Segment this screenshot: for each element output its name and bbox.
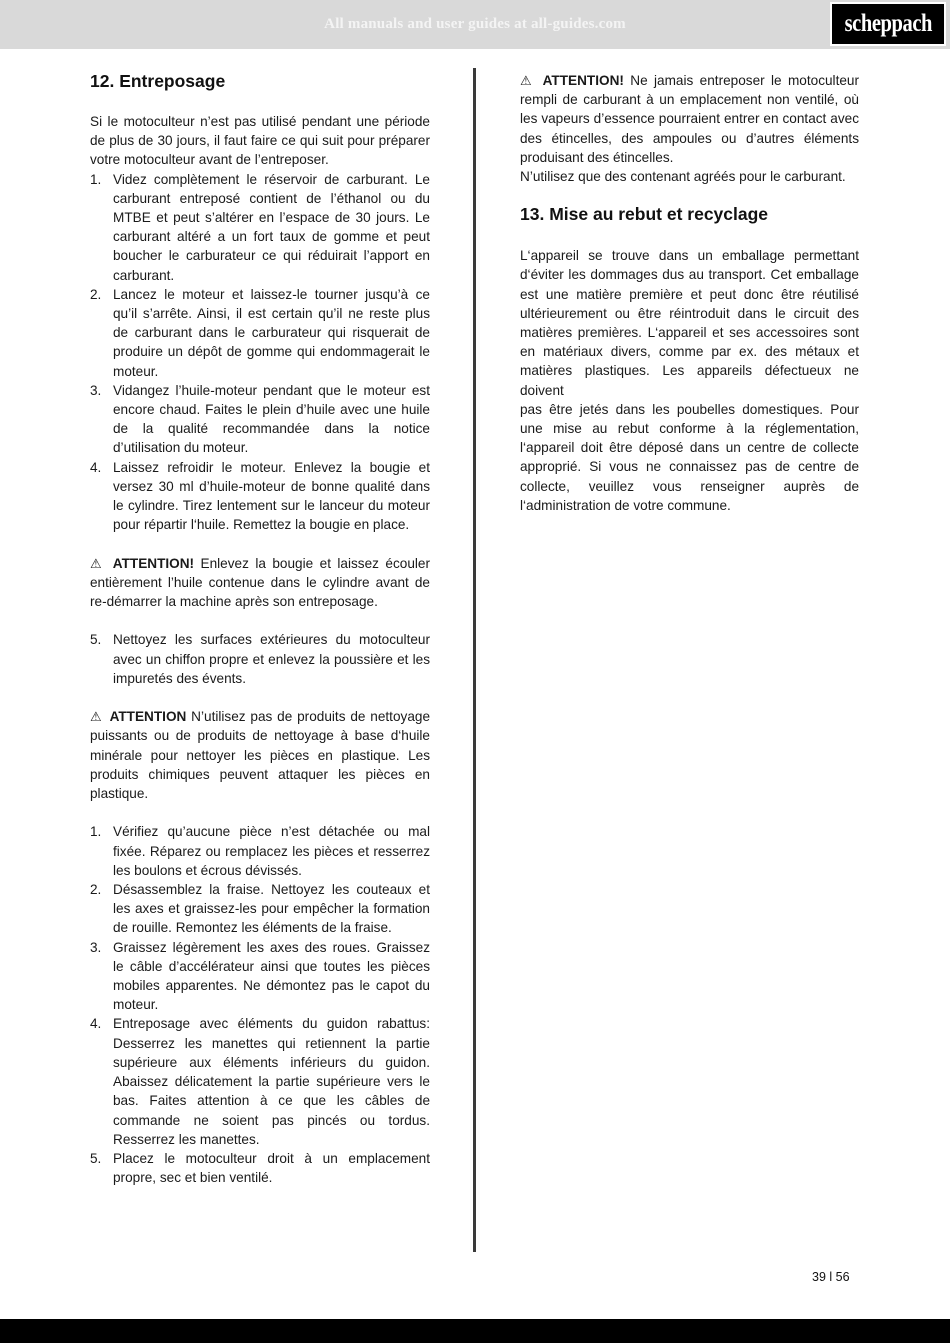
list-item (90, 938, 430, 1015)
list-item (90, 630, 430, 688)
column-divider (473, 68, 476, 1252)
list-item-number: 3. (90, 382, 102, 398)
list-item-number: 1. (90, 824, 102, 840)
list-item (90, 1149, 430, 1187)
list-item-number: 4. (90, 1016, 102, 1032)
list-item-number: 3. (90, 939, 102, 955)
brand-logo-text: scheppach (844, 10, 932, 37)
list-item-number: 5. (90, 632, 102, 648)
list-item-number: 4. (90, 459, 102, 475)
list-item-number: 1. (90, 171, 102, 187)
warning-text: Ne jamais entreposer le motoculteur rempli de carburant à un emplacement non ventilé, où les vapeurs d’essence pourraient entrer en contact avec des étincelles, des ampoules ou d’autres éléments produisant des étincelles. (520, 73, 860, 165)
disposal-paragraph-1: L‘appareil se trouve dans un emballage permettant d‘éviter les dommages dus au transport. Cet emballage est une matière première et peut donc être réutilisé ultérieurement ou être réintroduit dans le circuit des matières premières. L‘appareil et ses accessoires sont en matériaux divers, comme par ex. des métaux et matières plastiques. Les appareils défectueux ne doivent (520, 248, 859, 398)
warning-text: Enlevez la bougie et laissez écouler entièrement l’huile contenue dans le cylindre avant de re-démarrer la machine après son entreposage. (90, 555, 430, 610)
list-item-text: Nettoyez les surfaces extérieures du motoculteur avec un chiffon propre et enlevez la poussière et les impuretés des évents. (113, 632, 430, 686)
warning-icon: ⚠ (520, 73, 535, 88)
warning-label: ATTENTION! (112, 555, 195, 571)
warning-spark-plug (90, 554, 430, 612)
list-item-number: 2. (90, 286, 102, 302)
footer-bar (0, 1319, 950, 1343)
list-item-text: Entreposage avec éléments du guidon rabattus: Desserrez les manettes qui retiennent la partie supérieure aux éléments inférieurs du guidon. Abaissez délicatement la partie supérieure vers le bas. Faites attention à ce que les câbles de commande ne soient pas pincés ou tordus. Resserrez les manettes. (113, 1016, 430, 1147)
warning-cleaning (90, 707, 430, 803)
list-item (90, 170, 430, 285)
section-title-storage: 12. Entreposage (90, 71, 226, 91)
warning-label: ATTENTION (109, 709, 187, 725)
list-item-text: Lancez le moteur et laissez-le tourner jusqu’à ce qu’il s’arrête. Ainsi, il est certain qu’il ne reste plus de carburant dans le carburateur qui risquerait de produire un dépôt de gomme qui endommagerait le moteur. (113, 286, 430, 379)
fuel-container-note: N’utilisez que des contenant agréés pour le carburant. (520, 169, 846, 185)
header-bar (0, 0, 950, 49)
warning-label: ATTENTION! (542, 73, 624, 88)
storage-intro: Si le motoculteur n’est pas utilisé pendant une période de plus de 30 jours, il faut faire ce qui suit pour préparer votre motoculteur avant de l’entreposer. (90, 114, 430, 168)
list-item (90, 822, 430, 880)
list-item-text: Placez le motoculteur droit à un emplacement propre, sec et bien ventilé. (113, 1150, 430, 1186)
list-item (90, 285, 430, 381)
storage-steps-c (90, 822, 430, 1187)
right-column (520, 71, 859, 515)
brand-logo (830, 2, 946, 46)
list-item-number: 5. (90, 1150, 102, 1166)
list-item-text: Vérifiez qu’aucune pièce n’est détachée ou mal fixée. Réparez ou remplacez les pièces et resserrez les boulons et écrous dévissés. (113, 824, 430, 878)
storage-steps-b (90, 630, 430, 688)
warning-text: N’utilisez pas de produits de nettoyage puissants ou de produits de nettoyage à base d‘huile minérale pour nettoyer les pièces en plastique. Les produits chimiques peuvent attaquer les pièces en plastique. (90, 709, 430, 802)
warning-fuel-storage (520, 71, 859, 167)
storage-steps-a (90, 170, 430, 535)
disposal-paragraph-2: pas être jetés dans les poubelles domestiques. Pour une mise au rebut conforme à la réglementation, l‘appareil doit être déposé dans un centre de collecte approprié. Si vous ne connaissez pas de centre de collecte, veuillez vous renseigner auprès de l‘administration de votre commune. (520, 401, 859, 513)
warning-icon: ⚠ (90, 709, 103, 725)
section-title-disposal: 13. Mise au rebut et recyclage (520, 204, 769, 225)
list-item-text: Graissez légèrement les axes des roues. Graissez le câble d’accélérateur ainsi que toutes les pièces mobiles apparentes. Ne démontez pas le capot du moteur. (113, 939, 430, 1013)
list-item (90, 880, 430, 938)
list-item (90, 1014, 430, 1148)
list-item-text: Videz complètement le réservoir de carburant. Le carburant entreposé contient de l’éthanol ou du MTBE et peut s’altérer en l’espace de 30 jours. Le carburant altéré a un fort taux de gomme et peut boucher le carburateur ce qui réduirait l’apport en carburant. (113, 171, 430, 283)
watermark-link[interactable]: All manuals and user guides at all-guides.com (324, 16, 626, 32)
list-item-text: Vidangez l’huile-moteur pendant que le moteur est encore chaud. Faites le plein d’huile avec une huile de la qualité recommandée dans la notice d’utilisation du moteur. (113, 382, 430, 456)
left-column (90, 71, 430, 1187)
list-item (90, 458, 430, 535)
list-item-number: 2. (90, 882, 102, 898)
page-number: 39 l 56 (812, 1270, 850, 1284)
list-item-text: Désassemblez la fraise. Nettoyez les couteaux et les axes et graissez-les pour empêcher la formation de rouille. Remontez les éléments de la fraise. (113, 882, 430, 936)
list-item-text: Laissez refroidir le moteur. Enlevez la bougie et versez 30 ml d’huile-moteur de bonne qualité dans le cylindre. Tirez lentement sur le lanceur du moteur pour répartir l‘huile. Remettez la bougie en place. (113, 459, 430, 533)
list-item (90, 381, 430, 458)
warning-icon: ⚠ (90, 555, 105, 571)
